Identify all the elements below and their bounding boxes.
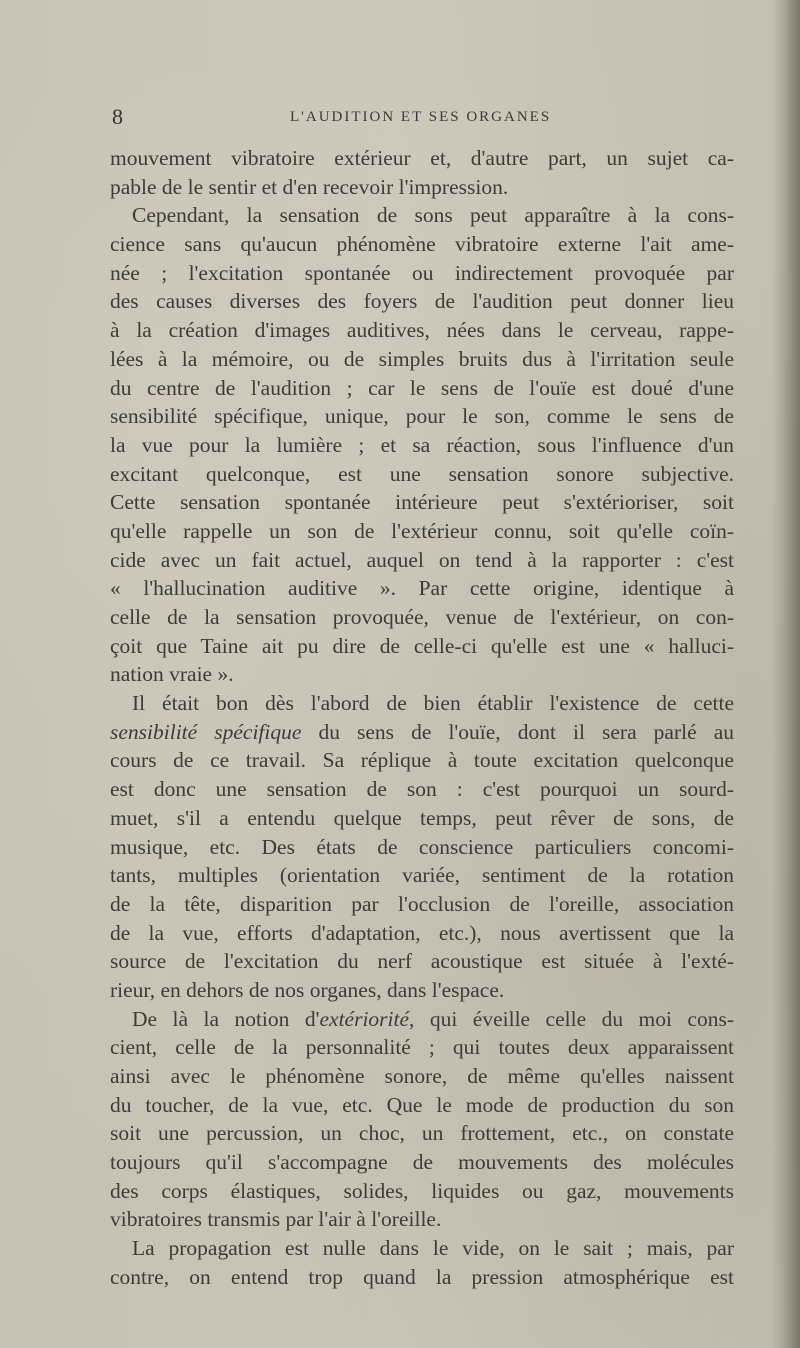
italic-term: extériorité bbox=[319, 1006, 410, 1031]
text-line: tants, multiples (orientation variée, sentiment de la rotation bbox=[110, 863, 734, 888]
text-line: la vue pour la lumière ; et sa réaction, sous l'influence d'un bbox=[110, 432, 734, 457]
text-line: toujours qu'il s'accompagne de mouvements des molécules bbox=[110, 1150, 734, 1175]
text-line: vibratoires transmis par l'air à l'oreille. bbox=[110, 1207, 442, 1232]
text-line: excitant quelconque, est une sensation sonore subjective. bbox=[110, 461, 734, 486]
text-line: du centre de l'audition ; car le sens de l'ouïe est doué d'une bbox=[110, 375, 734, 400]
text-line: cide avec un fait actuel, auquel on tend à la rapporter : c'est bbox=[110, 547, 734, 572]
text-line: source de l'excitation du nerf acoustique est située à l'exté- bbox=[110, 949, 734, 974]
text-line: Cette sensation spontanée intérieure peut s'extérioriser, soit bbox=[110, 490, 734, 515]
text-line: çoit que Taine ait pu dire de celle-ci qu'elle est une « halluci- bbox=[110, 633, 734, 658]
text-line: mouvement vibratoire extérieur et, d'autre part, un sujet ca- bbox=[110, 146, 734, 170]
text-line: née ; l'excitation spontanée ou indirectement provoquée par bbox=[110, 260, 734, 285]
text-line: « l'hallucination auditive ». Par cette origine, identique à bbox=[110, 576, 734, 601]
text-line: est donc une sensation de son : c'est pourquoi un sourd- bbox=[110, 777, 734, 802]
running-title: L'AUDITION ET SES ORGANES bbox=[290, 109, 552, 125]
text-line: soit une percussion, un choc, un frottement, etc., on constate bbox=[110, 1121, 734, 1146]
text-line: rieur, en dehors de nos organes, dans l'espace. bbox=[110, 977, 505, 1002]
text-line: sensibilité spécifique, unique, pour le son, comme le sens de bbox=[110, 404, 734, 429]
text-line: celle de la sensation provoquée, venue de l'extérieur, on con- bbox=[110, 605, 734, 629]
text-line: des corps élastiques, solides, liquides ou gaz, mouvements bbox=[110, 1178, 734, 1203]
text-line: nation vraie ». bbox=[110, 662, 234, 687]
body-text bbox=[110, 144, 734, 1292]
text-line: de la tête, disparition par l'occlusion de l'oreille, association bbox=[110, 891, 734, 916]
text-line: Il était bon dès l'abord de bien établir l'existence de cette bbox=[132, 691, 734, 716]
text-line: des causes diverses des foyers de l'audition peut donner lieu bbox=[110, 289, 734, 314]
text-line: lées à la mémoire, ou de simples bruits dus à l'irritation seule bbox=[110, 346, 734, 371]
text-line: contre, on entend trop quand la pression atmosphérique est bbox=[110, 1264, 734, 1289]
page-number: 8 bbox=[112, 104, 123, 129]
text-line: cient, celle de la personnalité ; qui toutes deux apparaissent bbox=[110, 1035, 734, 1060]
text-line-start: De là la notion d' bbox=[132, 1006, 320, 1031]
text-line: muet, s'il a entendu quelque temps, peut rêver de sons, de bbox=[110, 805, 734, 830]
italic-term: sensibilité spécifique bbox=[110, 719, 302, 744]
page-header bbox=[112, 104, 732, 132]
text-line: pable de le sentir et d'en recevoir l'impression. bbox=[110, 174, 509, 199]
text-line: à la création d'images auditives, nées dans le cerveau, rappe- bbox=[110, 318, 734, 343]
text-line: cours de ce travail. Sa réplique à toute excitation quelconque bbox=[110, 748, 734, 773]
text-line: ainsi avec le phénomène sonore, de même qu'elles naissent bbox=[110, 1064, 734, 1088]
text-line bbox=[110, 1005, 734, 1034]
page-edge-shadow bbox=[772, 0, 800, 1348]
text-line-rest: , qui éveille celle du moi cons- bbox=[409, 1006, 734, 1031]
text-line: du toucher, de la vue, etc. Que le mode de production du son bbox=[110, 1092, 734, 1117]
text-line: Cependant, la sensation de sons peut apparaître à la cons- bbox=[132, 203, 734, 228]
text-line: La propagation est nulle dans le vide, on le sait ; mais, par bbox=[132, 1236, 734, 1261]
text-line: de la vue, efforts d'adaptation, etc.), nous avertissent que la bbox=[110, 920, 734, 945]
text-line bbox=[110, 718, 734, 747]
text-line-rest: du sens de l'ouïe, dont il sera parlé au bbox=[318, 719, 734, 744]
text-line: cience sans qu'aucun phénomène vibratoire externe l'ait ame- bbox=[110, 232, 734, 257]
text-line: musique, etc. Des états de conscience particuliers concomi- bbox=[110, 834, 734, 859]
text-line: qu'elle rappelle un son de l'extérieur connu, soit qu'elle coïn- bbox=[110, 518, 734, 543]
